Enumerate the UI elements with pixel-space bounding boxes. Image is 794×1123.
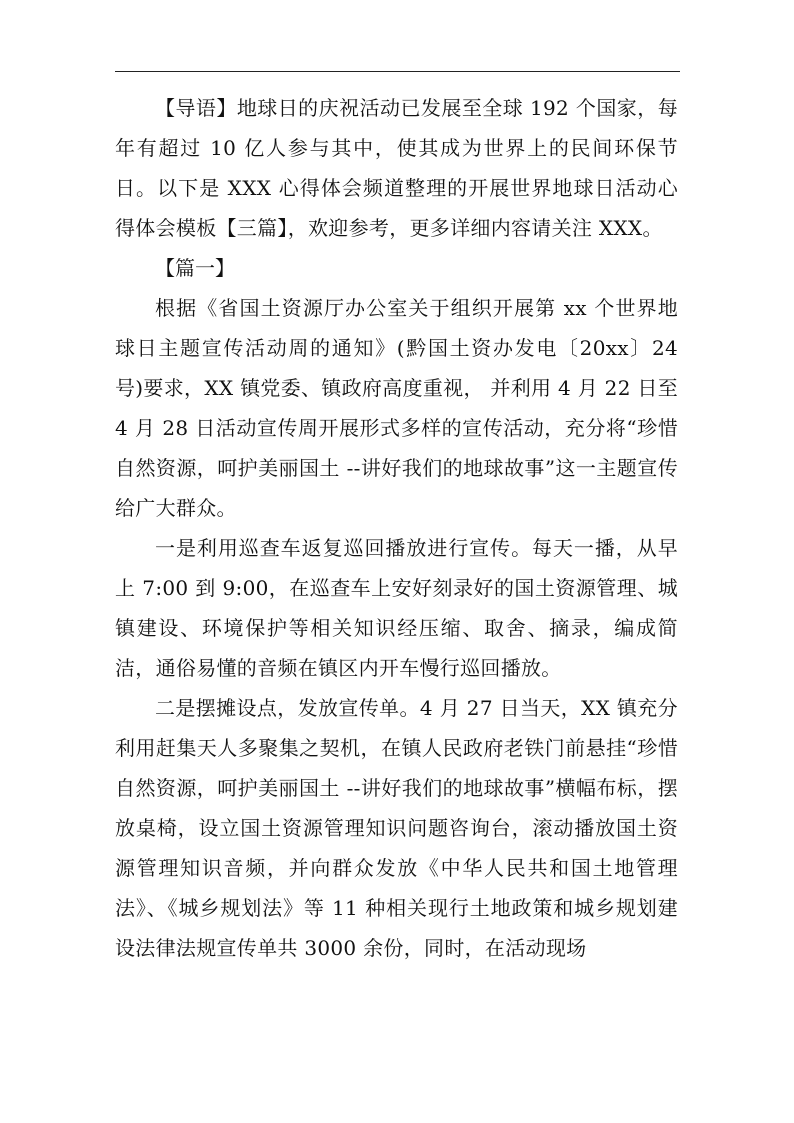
body-paragraph-2: 一是利用巡查车返复巡回播放进行宣传。每天一播，从早上 7:00 到 9:00，在巡查车上安好刻录好的国土资源管理、城镇建设、环境保护等相关知识经压缩、取舍、摘录，编成简洁，通俗易懂的音频在镇区内开车慢行巡回播放。 [115, 536, 678, 680]
header-divider [115, 71, 680, 72]
body-paragraph-3: 二是摆摊设点，发放宣传单。4 月 27 日当天，XX 镇充分利用赶集天人多聚集之契机，在镇人民政府老铁门前悬挂“珍惜自然资源，呵护美丽国土 --讲好我们的地球故事”横幅布标，摆放桌椅，设立国土资源管理知识问题咨询台，滚动播放国土资源管理知识音频，并向群众发放《中华人民共和国土地管理法》、《城乡规划法》等 11 种相关现行土地政策和城乡规划建设法律法规宣传单共 3000 余份，同时，在活动现场 [115, 696, 678, 960]
body-paragraph-1: 根据《省国土资源厅办公室关于组织开展第 xx 个世界地球日主题宣传活动周的通知》(黔国土资办发电〔20xx〕24 号)要求，XX 镇党委、镇政府高度重视， 并利用 4 月 22 日至 4 月 28 日活动宣传周开展形式多样的宣传活动，充分将“珍惜自然资源，呵护美丽国土 --讲好我们的地球故事”这一主题宣传给广大群众。 [115, 296, 678, 520]
intro-paragraph: 【导语】地球日的庆祝活动已发展至全球 192 个国家，每年有超过 10 亿人参与其中，使其成为世界上的民间环保节日。以下是 XXX 心得体会频道整理的开展世界地球日活动心得体会模板【三篇】，欢迎参考，更多详细内容请关注 XXX。 [115, 96, 678, 240]
document-body [115, 88, 678, 968]
section-heading: 【篇一】 [155, 256, 235, 280]
